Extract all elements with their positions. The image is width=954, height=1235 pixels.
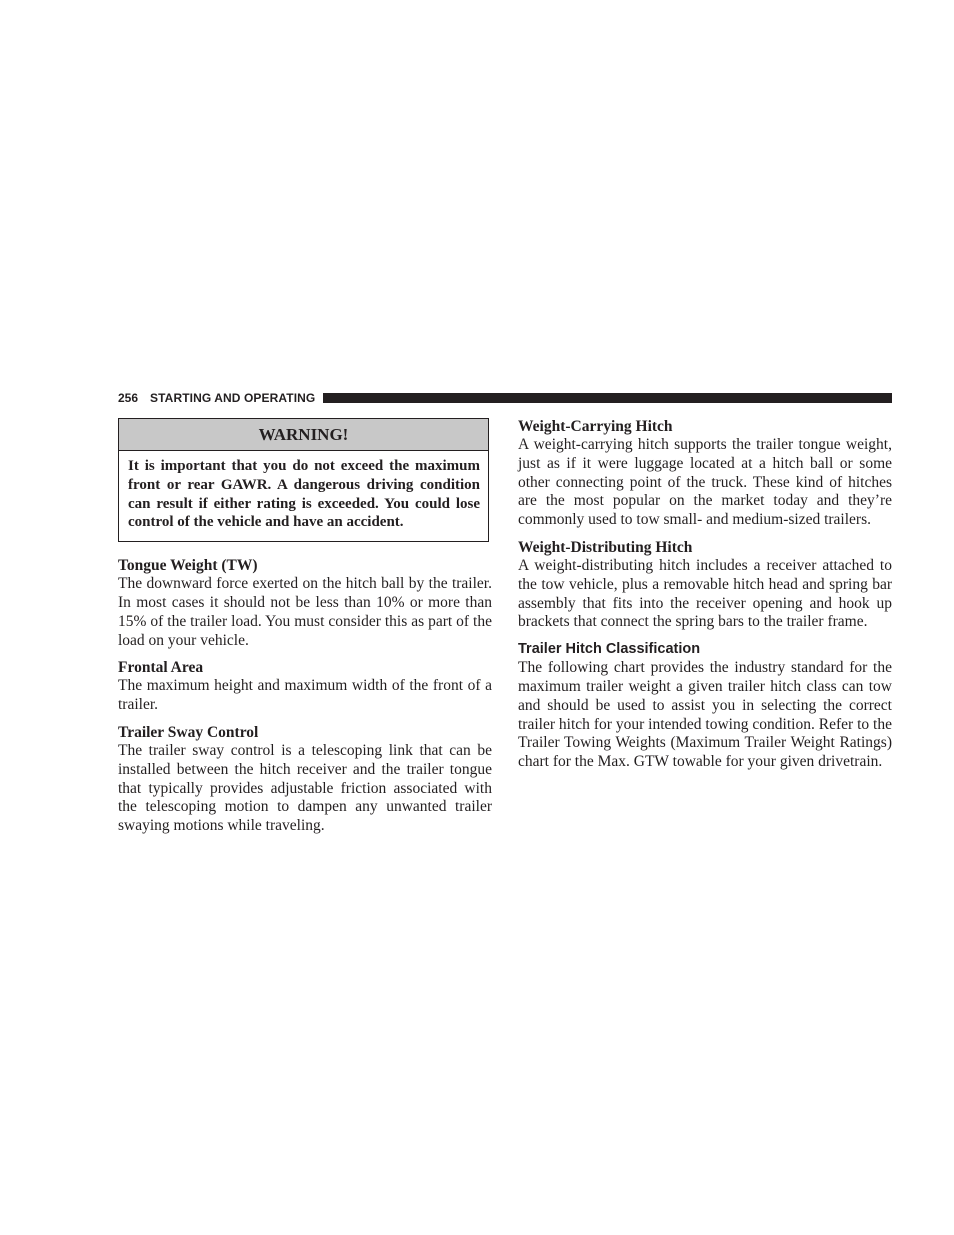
trailer-sway-control-heading: Trailer Sway Control (118, 723, 259, 741)
frontal-area-heading: Frontal Area (118, 659, 204, 677)
page-header (118, 390, 892, 406)
right-column (518, 417, 892, 772)
warning-text: It is important that you do not exceed the maximum front or rear GAWR. A dangerous driving condition can result if either rating is exceeded. You could lose control of the vehicle and have an accident. (128, 458, 480, 531)
trailer-sway-control-text: The trailer sway control is a telescoping link that can be installed between the hitch receiver and the trailer tongue that typically provides adjustable friction associated with the telescoping motion to dampen any unwanted trailer swaying motions while traveling. (118, 741, 492, 835)
warning-box (118, 418, 489, 542)
left-column (118, 418, 492, 836)
trailer-hitch-classification-heading: Trailer Hitch Classification (518, 641, 701, 658)
header-rule (323, 393, 892, 403)
warning-title: WARNING! (119, 419, 488, 451)
section-title: STARTING AND OPERATING (150, 391, 316, 405)
tongue-weight-text: The downward force exerted on the hitch ball by the trailer. In most cases it should not be less than 10% or more than 15% of the trailer load. You must consider this as part of the load on your vehicle. (118, 575, 492, 649)
weight-distributing-hitch-heading: Weight-Distributing Hitch (518, 538, 693, 556)
tongue-weight-heading: Tongue Weight (TW) (118, 557, 258, 575)
weight-distributing-hitch-text: A weight-distributing hitch includes a receiver attached to the tow vehicle, plus a removable hitch head and spring bar assembly that fits into the receiver opening and hook up brackets that connect the spring bars to the trailer frame. (518, 556, 892, 631)
weight-carrying-hitch-text: A weight-carrying hitch supports the trailer tongue weight, just as if it were luggage located at a hitch ball or some other connecting point of the truck. These kind of hitches are the most popular on the market today and they’re commonly used to tow small- and medium-sized trailers. (518, 436, 892, 529)
trailer-hitch-classification-text: The following chart provides the industry standard for the maximum trailer weight a given trailer hitch class can tow and should be used to assist you in selecting the correct trailer hitch for your intended towing condition. Refer to the Trailer Towing Weights (Maximum Trailer Weight Ratings) chart for the Max. GTW towable for your given drivetrain. (518, 659, 892, 771)
weight-carrying-hitch-heading: Weight-Carrying Hitch (518, 418, 673, 435)
page-number: 256 (118, 391, 139, 405)
frontal-area-text: The maximum height and maximum width of the front of a trailer. (118, 677, 492, 714)
